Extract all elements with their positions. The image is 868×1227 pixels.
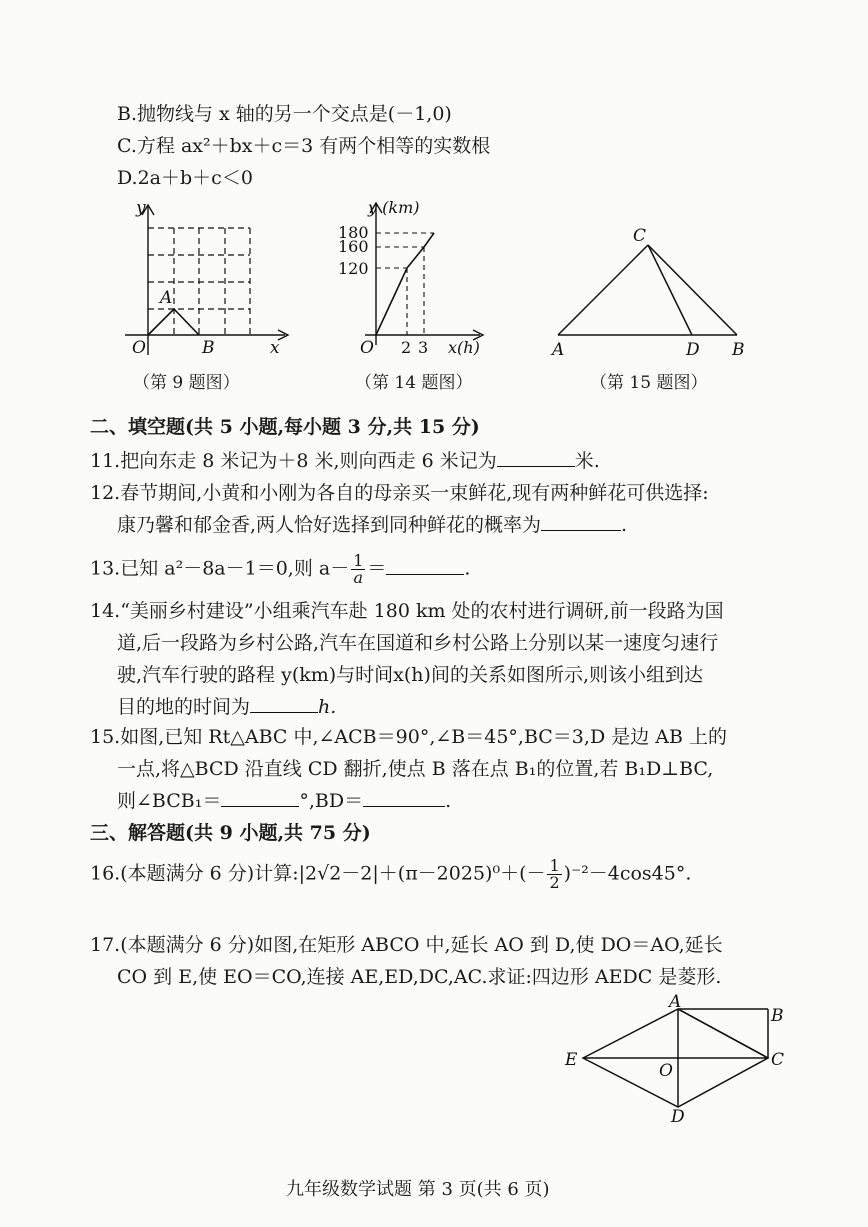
fig15-d-label: D — [686, 340, 700, 360]
option-d: D.2a＋b＋c＜0 — [117, 167, 253, 189]
figure-17 — [555, 992, 800, 1130]
q11-answer-blank[interactable] — [497, 448, 575, 467]
option-b: B.抛物线与 x 轴的另一个交点是(－1,0) — [117, 103, 452, 125]
q14-answer-blank[interactable] — [250, 694, 318, 713]
fig9-a-label: A — [160, 288, 173, 308]
q15-line3b: °,BD＝ — [299, 790, 364, 812]
fig14-origin-label: O — [360, 338, 374, 358]
q14-line3: 驶,汽车行驶的路程 y(km)与时间x(h)间的关系如图所示,则该小组到达 — [117, 664, 703, 686]
q14-line4: 目的地的时间为 — [117, 696, 251, 718]
fig17-e-label: E — [565, 1050, 578, 1070]
question-11 — [90, 448, 600, 474]
q14-tail: h. — [318, 696, 337, 718]
page-footer: 九年级数学试题 第 3 页(共 6 页) — [286, 1179, 550, 1200]
fig14-x-label: x(h) — [448, 338, 480, 357]
question-15 — [117, 788, 451, 814]
option-c: C.方程 ax²＋bx＋c＝3 有两个相等的实数根 — [117, 135, 491, 157]
tick-120: 120 — [338, 259, 369, 278]
question-14 — [117, 694, 336, 720]
q13-eq: ＝ — [367, 557, 387, 580]
fig15-a-label: A — [552, 340, 565, 360]
q13-prefix: 13.已知 a²－8a－1＝0,则 a－ — [90, 557, 350, 580]
q15-answer-blank-1[interactable] — [221, 788, 299, 807]
fig17-d-label: D — [671, 1107, 685, 1127]
fig9-b-label: B — [202, 338, 215, 358]
q15-answer-blank-2[interactable] — [363, 788, 445, 807]
tick-3: 3 — [418, 338, 429, 357]
figure-15 — [540, 215, 760, 365]
figure-9-caption: （第 9 题图） — [133, 373, 240, 393]
q16-suffix: )⁻²－4cos45°. — [563, 862, 692, 885]
q13-tail: . — [464, 557, 471, 580]
question-13 — [90, 553, 470, 586]
q14-line2: 道,后一段路为乡村公路,汽车在国道和乡村公路上分别以某一速度匀速行 — [117, 632, 719, 654]
q16-fraction: $\frac{1}{2}$ — [549, 856, 560, 892]
figure-14-caption: （第 14 题图） — [355, 373, 473, 393]
q15-line2: 一点,将△BCD 沿直线 CD 翻折,使点 B 落在点 B₁的位置,若 B₁D⊥BC, — [117, 758, 714, 780]
fig15-b-label: B — [732, 340, 745, 360]
fig15-c-label: C — [633, 226, 647, 246]
q13-answer-blank[interactable] — [386, 556, 464, 575]
figure-9 — [110, 195, 300, 360]
q12-answer-blank[interactable] — [541, 512, 621, 531]
question-16 — [90, 858, 691, 891]
figure-15-caption: （第 15 题图） — [590, 373, 708, 393]
q12-tail: . — [621, 514, 628, 536]
question-12 — [117, 512, 627, 538]
q12-line2: 康乃馨和郁金香,两人恰好选择到同种鲜花的概率为 — [117, 514, 542, 536]
distance-time-line — [376, 233, 434, 335]
fig9-origin-label: O — [132, 338, 146, 358]
q13-fraction: $\frac{1}{a}$ — [353, 551, 364, 587]
fig17-b-label: B — [771, 1006, 784, 1026]
section-2-heading: 二、填空题(共 5 小题,每小题 3 分,共 15 分) — [90, 416, 480, 438]
fig9-x-label: x — [270, 338, 280, 358]
q16-prefix: 16.(本题满分 6 分)计算:|2√2－2|＋(π－2025)⁰＋(－ — [90, 862, 546, 885]
tick-2: 2 — [401, 338, 412, 357]
q17-line2: CO 到 E,使 EO＝CO,连接 AE,ED,DC,AC.求证:四边形 AEDC 是菱形. — [117, 966, 722, 988]
q14-line1: 14.“美丽乡村建设”小组乘汽车赴 180 km 处的农村进行调研,前一段路为国 — [90, 600, 724, 622]
section-3-heading: 三、解答题(共 9 小题,共 75 分) — [90, 822, 371, 844]
fig14-y-label: y (km) — [368, 198, 420, 217]
figure-14 — [330, 195, 500, 360]
fig17-o-label: O — [659, 1061, 673, 1081]
q12-line1: 12.春节期间,小黄和小刚为各自的母亲买一束鲜花,现有两种鲜花可供选择: — [90, 482, 709, 504]
q11-text: 11.把向东走 8 米记为＋8 米,则向西走 6 米记为 — [90, 450, 497, 472]
tick-180: 180 — [338, 223, 369, 242]
q15-line3a: 则∠BCB₁＝ — [117, 790, 222, 812]
fig17-c-label: C — [771, 1050, 785, 1070]
q15-tail: . — [445, 790, 452, 812]
fig17-a-label: A — [669, 992, 682, 1012]
q15-line1: 15.如图,已知 Rt△ABC 中,∠ACB＝90°,∠B＝45°,BC＝3,D 是边 AB 上的 — [90, 726, 727, 748]
tick-160: 160 — [338, 237, 369, 256]
fig9-y-label: y — [136, 198, 146, 218]
q11-tail: 米. — [574, 450, 600, 472]
q17-line1: 17.(本题满分 6 分)如图,在矩形 ABCO 中,延长 AO 到 D,使 DO＝AO,延长 — [90, 934, 723, 956]
